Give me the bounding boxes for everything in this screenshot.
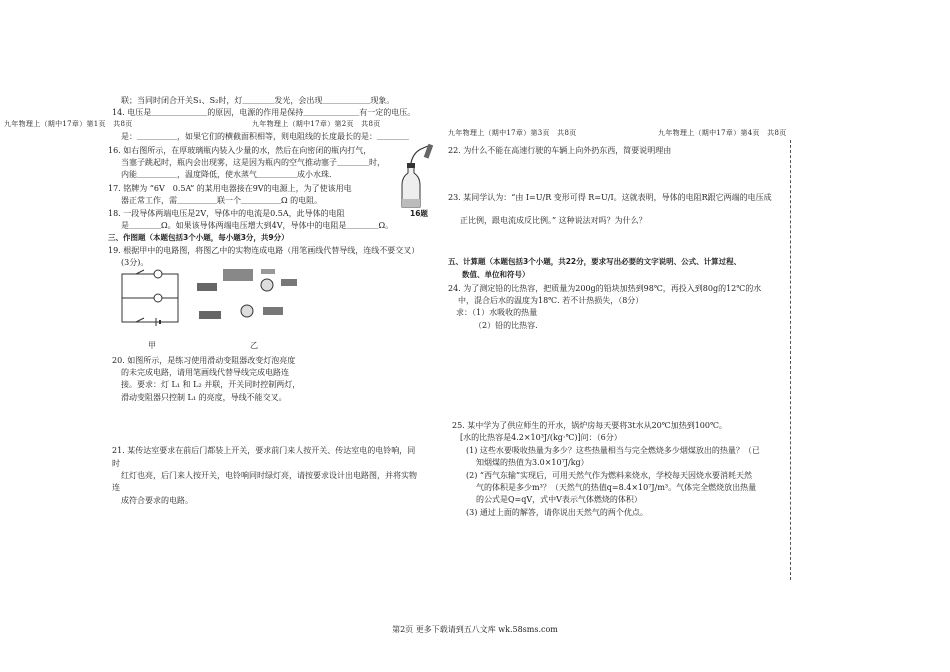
q22: 22. 为什么不能在高速行驶的车辆上向外扔东西，简要说明理由 (448, 146, 672, 155)
section-5-title: 五、计算题（本题包括3个小题，共22分，要求写出必要的文字说明、公式、计算过程、 (448, 257, 742, 266)
q19-line1: 19. 根据甲中的电路图，将图乙中的实物连成电路（用笔画线代替导线，连线不要交叉） (108, 246, 420, 255)
q17-line1: 17. 铭牌为 “6V 0.5A” 的某用电器接在9V的电源上，为了使该用电 (108, 184, 352, 193)
page-footer: 第2页 更多下载请到五八文库 wk.58sms.com (392, 625, 558, 634)
q20-line2: 的未完成电路，请用笔画线代替导线完成电路连 (121, 368, 289, 377)
q21-line1: 21. 某传达室要求在前后门都装上开关，要求前门来人按开关、传达室电的电铃响，同 (112, 446, 416, 455)
q23-line2: 正比例，跟电流成反比例。” 这种说法对吗？为什么？ (460, 216, 647, 225)
page-header-1: 九年物理上（期中17章）第1页 共8页 (4, 120, 133, 128)
q20-line3: 接。要求：灯 L₁ 和 L₂ 并联，开关同时控制两灯， (121, 380, 301, 389)
q20-line4: 滑动变阻器只控制 L₁ 的亮度，导线不能交叉。 (121, 393, 287, 402)
section-5-title-cont: 数值、单位和符号） (462, 270, 530, 279)
q21-line2-wrap: 连 (112, 483, 120, 492)
q21-line3: 成符合要求的电路。 (121, 496, 193, 505)
q18-line1: 18. 一段导体两端电压是2V，导体中的电流是0.5A，此导体的电阻 (108, 209, 345, 218)
q25-sub2: (2) “西气东输”实现后，可用天然气作为燃料来烧水，学校每天因烧水要消耗天然 (466, 471, 753, 480)
circuit-diagram-jia (118, 268, 184, 330)
bottle-figure (388, 143, 438, 215)
q15-tail: 是：＿＿＿＿＿，如果它们的横截面积相等，则电阻线的长度最长的是：＿＿＿＿ (121, 132, 409, 141)
page-header-3: 九年物理上（期中17章）第3页 共8页 (448, 129, 577, 137)
section-3-title: 三、作图题（本题包括3个小题，每小题3分，共9分） (108, 233, 289, 242)
fig-yi-label: 乙 (250, 341, 258, 350)
q21-line2: 红灯也亮，后门来人按开关，电铃响同时绿灯亮，请按要求设计出电路图，并将实物 (121, 471, 417, 480)
circuit-components-yi (195, 265, 300, 335)
q16-line2: 当塞子跳起时，瓶内会出现雾，这是因为瓶内的空气推动塞子＿＿＿＿时， (121, 158, 385, 167)
q24-line2: 中，混合后水的温度为18℃. 若不计热损失，（8分） (458, 296, 644, 305)
q25-sub3: (3) 通过上面的解答，请你说出天然气的两个优点。 (466, 508, 648, 517)
q24-sub1: 求：（1）水吸收的热量 (456, 308, 538, 317)
fig-jia-label: 甲 (148, 341, 156, 350)
page-header-2: 九年物理上（期中17章）第2页 共8页 (252, 120, 381, 128)
q25-sub2-cont2: 的公式是Q=qV，式中V表示气体燃烧的体积） (476, 495, 642, 504)
q21-line1-wrap: 时 (112, 459, 120, 468)
q25-line2: [水的比热容是4.2×10³J/(kg·℃)]问：（6分） (460, 433, 622, 442)
fold-dashed-line (790, 140, 791, 580)
q20-line1: 20. 如图所示，是练习使用滑动变阻器改变灯泡亮度 (112, 356, 296, 365)
q14: 14. 电压是＿＿＿＿＿＿＿的原因，电源的作用是保持＿＿＿＿＿＿＿有一定的电压。 (112, 108, 416, 117)
q16-line1: 16. 如右图所示，在厚玻璃瓶内装入少量的水，然后在向密闭的瓶内打气， (108, 146, 372, 155)
q23-line1: 23. 某同学认为：“由 I=U/R 变形可得 R=U/I。这就表明，导体的电阻R跟它两端的电压成 (448, 193, 772, 202)
page-header-4: 九年物理上（期中17章）第4页 共8页 (658, 129, 787, 137)
q17-line2: 器正常工作，需＿＿＿＿＿联一个＿＿＿＿＿Ω 的电阻。 (121, 196, 323, 205)
q25-sub1: (1) 这些水要吸收热量为多少？这些热量相当与完全燃烧多少烟煤放出的热量？（已 (466, 446, 760, 455)
fig16-caption: 16题 (410, 209, 428, 218)
q24-sub2: （2）铅的比热容. (474, 321, 538, 330)
q25-sub1-cont: 知烟煤的热值为3.0×10⁷J/kg） (476, 458, 589, 467)
q25-line1: 25. 某中学为了供应师生的开水，锅炉房每天要将3t水从20℃加热到100℃。 (452, 421, 727, 430)
q24-line1: 24. 为了测定铅的比热容，把质量为200g的铅块加热到98℃，再投入到80g的12℃的水 (448, 284, 762, 293)
q13-tail: 联；当同时闭合开关S₁、S₂时，灯＿＿＿＿发光，会出现＿＿＿＿＿＿现象。 (121, 96, 395, 105)
q16-line3: 内能＿＿＿＿＿，温度降低，使水蒸气＿＿＿＿＿成小水珠. (121, 170, 332, 179)
q18-line2: 是＿＿＿＿Ω。如果该导体两端电压增大到4V，导体中的电阻是＿＿＿＿Ω。 (121, 221, 394, 230)
q25-sub2-cont1: 气的体积是多少m³？（天然气的热值q=8.4×10⁷J/m³。气体完全燃烧放出热量 (476, 483, 757, 492)
q19-line2: (3分)。 (121, 258, 149, 267)
